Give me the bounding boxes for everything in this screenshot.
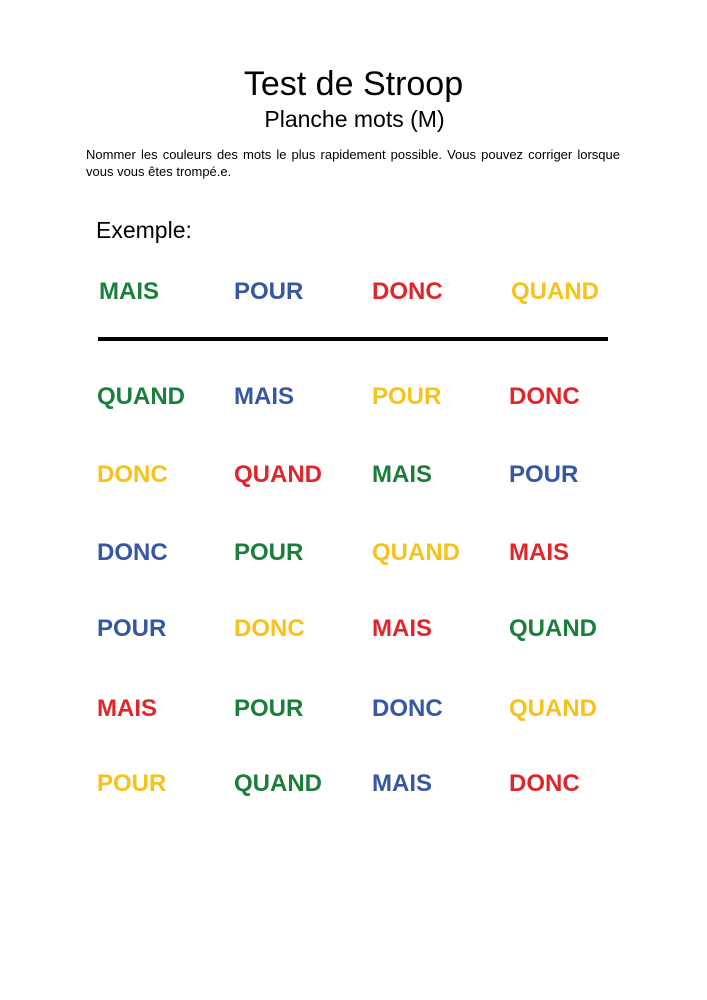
- example-divider: [98, 337, 608, 341]
- grid-word-r1-c4: DONC: [509, 383, 580, 410]
- grid-word-r2-c2: QUAND: [234, 461, 322, 488]
- page-title: Test de Stroop: [243, 65, 464, 103]
- grid-word-r1-c2: MAIS: [234, 383, 294, 410]
- instructions-text: Nommer les couleurs des mots le plus rapidement possible. Vous pouvez corriger lorsque vous vous êtes trompé.e.: [86, 147, 620, 179]
- grid-word-r6-c2: QUAND: [234, 770, 322, 797]
- grid-word-r4-c4: QUAND: [509, 615, 597, 642]
- grid-word-r3-c3: QUAND: [372, 539, 460, 566]
- grid-word-r6-c1: POUR: [97, 770, 167, 797]
- grid-word-r1-c1: QUAND: [97, 383, 185, 410]
- example-word-3: DONC: [372, 278, 443, 305]
- grid-word-r3-c1: DONC: [97, 539, 168, 566]
- example-word-1: MAIS: [99, 278, 159, 305]
- example-label: Exemple:: [96, 217, 192, 243]
- grid-word-r2-c3: MAIS: [372, 461, 432, 488]
- grid-word-r5-c1: MAIS: [97, 695, 157, 722]
- grid-word-r1-c3: POUR: [372, 383, 442, 410]
- grid-word-r2-c4: POUR: [509, 461, 579, 488]
- grid-word-r4-c3: MAIS: [372, 615, 432, 642]
- grid-word-r6-c3: MAIS: [372, 770, 432, 797]
- grid-word-r2-c1: DONC: [97, 461, 168, 488]
- grid-word-r6-c4: DONC: [509, 770, 580, 797]
- page-subtitle: Planche mots (M): [264, 106, 445, 132]
- grid-word-r3-c4: MAIS: [509, 539, 569, 566]
- grid-word-r5-c3: DONC: [372, 695, 443, 722]
- grid-word-r4-c2: DONC: [234, 615, 305, 642]
- example-word-4: QUAND: [511, 278, 599, 305]
- grid-word-r4-c1: POUR: [97, 615, 167, 642]
- grid-word-r3-c2: POUR: [234, 539, 304, 566]
- grid-word-r5-c2: POUR: [234, 695, 304, 722]
- grid-word-r5-c4: QUAND: [509, 695, 597, 722]
- example-word-2: POUR: [234, 278, 304, 305]
